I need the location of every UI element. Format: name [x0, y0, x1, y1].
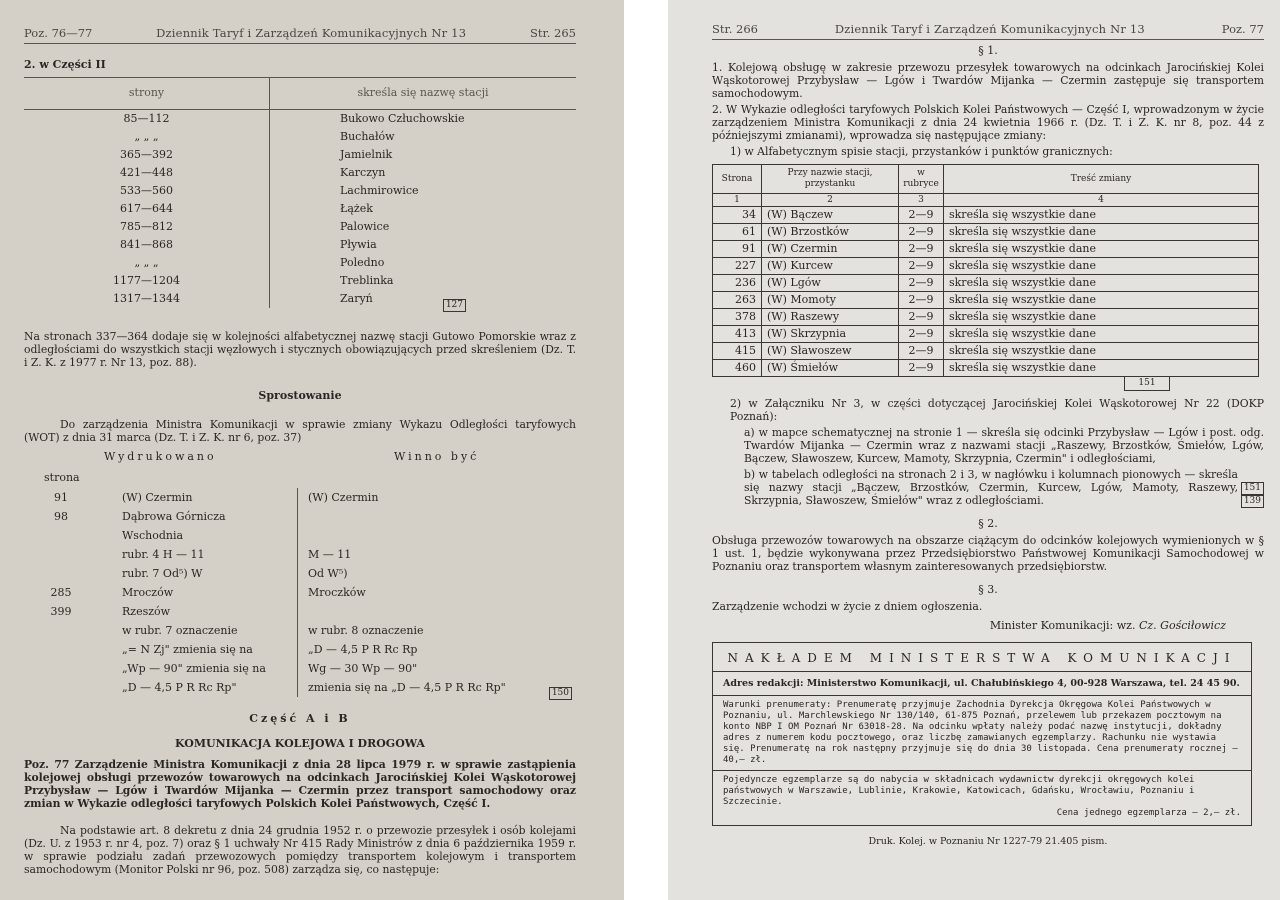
errata-printed: rubr. 7 Od⁵) W: [98, 564, 298, 583]
page-number: 378: [713, 309, 762, 326]
errata-correct: Mroczków: [308, 586, 366, 599]
errata-correct: M — 11: [308, 548, 352, 561]
page-number: 227: [713, 258, 762, 275]
paragraph-number: § 3.: [978, 583, 998, 596]
page-range: 841—868: [24, 236, 270, 254]
page-range: 1177—1204: [24, 272, 270, 290]
station-name: Treblinka: [340, 274, 394, 287]
table-body: [713, 207, 1259, 377]
page-range: 85—112: [24, 110, 270, 129]
errata-page: [24, 640, 98, 659]
page-reference-box: 151: [1138, 378, 1156, 388]
pages-table: [24, 77, 576, 308]
errata-correct: [298, 507, 578, 526]
paragraph-number: § 2.: [978, 517, 998, 530]
page-reference-box: 139: [1241, 495, 1264, 508]
table-row: [24, 164, 576, 182]
column-range: 2—9: [899, 343, 944, 360]
page-range: „ „ „: [24, 254, 270, 272]
table-row: [713, 275, 1259, 292]
errata-correct: [298, 602, 578, 621]
header-page-number: Str. 265: [530, 26, 576, 40]
column-range: 2—9: [899, 224, 944, 241]
publisher-title: NAKŁADEM MINISTERSTWA KOMUNIKACJI: [727, 651, 1237, 665]
change-text: skreśla się wszystkie dane: [944, 258, 1259, 275]
station-name: (W) Śmiełów: [762, 360, 899, 377]
table-row: [24, 218, 576, 236]
change-text: skreśla się wszystkie dane: [944, 241, 1259, 258]
column-range: 2—9: [899, 360, 944, 377]
station-name: Jamielnik: [340, 148, 393, 161]
station-name: (W) Sławoszew: [762, 343, 899, 360]
left-page: [0, 0, 624, 900]
page-range: 365—392: [24, 146, 270, 164]
table-row: [24, 254, 576, 272]
paragraph: 2. W Wykazie odległości taryfowych Polskich Kolei Państwowych — Część I, wprowadzonym w życie zarządzeniem Ministra Komunikacji z dnia 24 kwietnia 1966 r. (Dz. T. i Z. K. nr 8, poz. 44 z późniejszymi zmianami), wprowadza się następujące zmiany:: [712, 103, 1264, 142]
paragraph: Zarządzenie wchodzi w życie z dniem ogłoszenia.: [712, 600, 983, 613]
errata-printed: „Wp — 90" zmienia się na: [98, 659, 298, 678]
table-row: [24, 182, 576, 200]
table-row: [713, 241, 1259, 258]
paragraph: Do zarządzenia Ministra Komunikacji w sprawie zmiany Wykazu Odległości taryfowych (WOT) z dnia 31 marca (Dz. T. i Z. K. nr 6, poz. 37): [24, 418, 576, 444]
errata-correct: w rubr. 8 oznaczenie: [308, 624, 424, 637]
station-name: Palowice: [340, 220, 390, 233]
regulation-title: Poz. 77 Zarządzenie Ministra Komunikacji z dnia 28 lipca 1979 r. w sprawie zastąpienia kolejowej obsługi przewozów towarowych na odcinkach Jarocińskiej Kolei Wąskotorowej Przybysław — Lgów i Twardów Mijanka — Czermin przez transport samochodowy oraz zmian w Wykazie odległości taryfowych Polskich Kolei Państwowych, Część I.: [24, 758, 576, 810]
errata-printed: w rubr. 7 oznaczenie: [98, 621, 298, 640]
station-name: Lachmirowice: [340, 184, 419, 197]
table-row: [713, 343, 1259, 360]
page-number: 415: [713, 343, 762, 360]
station-name: Poledno: [340, 256, 385, 269]
station-name: Zaryń: [340, 292, 373, 305]
column-range: 2—9: [899, 292, 944, 309]
errata-printed: rubr. 4 H — 11: [98, 545, 298, 564]
table-row: [24, 146, 576, 164]
errata-printed: „D — 4,5 P R Rc Rp": [98, 678, 298, 697]
page-range: 1317—1344: [24, 290, 270, 308]
page-header: [712, 22, 1264, 36]
change-text: skreśla się wszystkie dane: [944, 207, 1259, 224]
errata-page: [24, 526, 98, 545]
change-text: skreśla się wszystkie dane: [944, 309, 1259, 326]
paragraph: a) w mapce schematycznej na stronie 1 — skreśla się odcinki Przybysław — Lgów i post. odg. Twardów Mijanka — Czermin wraz z nazwami stacji „Raszewy, Brzostków, Śmiełów, Lgów, Bączew, Sławoszew, Kurcew, Mamoty, Skrzypnia, Czermin" i odległościami,: [744, 426, 1264, 465]
errata-correct: „D — 4,5 P R Rc Rp: [308, 643, 418, 656]
section-title: 2. w Części II: [24, 58, 106, 71]
table-row: [713, 326, 1259, 343]
paragraph-number: § 1.: [978, 44, 998, 57]
page-number: 91: [713, 241, 762, 258]
column-range: 2—9: [899, 258, 944, 275]
header-rule: [712, 39, 1264, 40]
column-header: Strona: [713, 165, 762, 194]
station-name: (W) Czermin: [762, 241, 899, 258]
header-rule: [24, 43, 576, 44]
page-range: 617—644: [24, 200, 270, 218]
errata-printed: Rzeszów: [98, 602, 298, 621]
page-header: [24, 26, 576, 40]
column-number: 3: [899, 194, 944, 207]
errata-printed: Wschodnia: [98, 526, 298, 545]
subscription-terms: Warunki prenumeraty: Prenumeratę przyjmuje Zachodnia Dyrekcja Okręgowa Kolei Państwowych w Poznaniu, ul. Marchlewskiego Nr 130/140, 61-875 Poznań, przelewem lub przekazem pocztowym na konto NBP I OM Poznań Nr 63018-28. Na odcinku wpłaty należy podać nazwę instytucji, dokładny adres z numerem kodu pocztowego, oraz liczbę zamawianych egzemplarzy. Rachunku nie wystawia się. Prenumeratę na rok następny przyjmuje się do dnia 30 listopada. Cena prenumeraty rocznej — 40,— zł.: [723, 700, 1238, 765]
change-text: skreśla się wszystkie dane: [944, 292, 1259, 309]
header-position: Poz. 76—77: [24, 26, 93, 40]
station-name: (W) Brzostków: [762, 224, 899, 241]
errata-page: [24, 545, 98, 564]
column-number: 4: [944, 194, 1259, 207]
errata-page: [24, 678, 98, 697]
errata-page: 91: [54, 491, 68, 504]
strona-label: strona: [44, 471, 80, 484]
errata-page: [24, 659, 98, 678]
page-reference-box: 127: [443, 299, 466, 312]
station-name: (W) Momoty: [762, 292, 899, 309]
column-header: Przy nazwie stacji, przystanku: [762, 165, 899, 194]
page-number: 34: [713, 207, 762, 224]
column-number: 1: [713, 194, 762, 207]
signature: [712, 619, 1264, 632]
errata-page: 98: [54, 510, 68, 523]
station-name: (W) Bączew: [762, 207, 899, 224]
header-title: Dziennik Taryf i Zarządzeń Komunikacyjnych Nr 13: [834, 22, 1145, 36]
errata-correct: zmienia się na „D — 4,5 P R Rc Rp": [308, 681, 506, 694]
column-header: w rubryce: [899, 165, 944, 194]
page-number: 460: [713, 360, 762, 377]
column-header: Treść zmiany: [944, 165, 1259, 194]
table-row: [24, 110, 576, 129]
paragraph: 2) w Załączniku Nr 3, w części dotyczącej Jarocińskiej Kolei Wąskotorowej Nr 22 (DOKP Poznań):: [730, 397, 1264, 423]
change-text: skreśla się wszystkie dane: [944, 343, 1259, 360]
table-row: [24, 272, 576, 290]
change-text: skreśla się wszystkie dane: [944, 275, 1259, 292]
errata-correct: Od W⁵): [308, 567, 348, 580]
errata-printed: Dąbrowa Górnicza: [98, 507, 298, 526]
station-name: (W) Raszewy: [762, 309, 899, 326]
change-text: skreśla się wszystkie dane: [944, 224, 1259, 241]
table-row: [713, 360, 1259, 377]
header-page-number: Str. 266: [712, 22, 758, 36]
page-number: 61: [713, 224, 762, 241]
column-label-correct: Winno być: [394, 450, 480, 463]
change-text: skreśla się wszystkie dane: [944, 326, 1259, 343]
paragraph: 1. Kolejową obsługę w zakresie przewozu przesyłek towarowych na odcinkach Jarocińskiej Kolei Wąskotorowej Przybysław — Lgów i Twardów Mijanka — Czermin zastępuje się transportem samochodowym.: [712, 61, 1264, 100]
column-range: 2—9: [899, 326, 944, 343]
errata-heading: Sprostowanie: [258, 389, 342, 402]
signature-name: Cz. Gościłowicz: [1138, 619, 1226, 632]
table-row: [713, 258, 1259, 275]
station-name: Bukowo Człuchowskie: [340, 112, 465, 125]
signature-lead: Minister Komunikacji: wz.: [989, 619, 1136, 632]
station-name: (W) Kurcew: [762, 258, 899, 275]
errata-page: [24, 621, 98, 640]
column-label-printed: Wydrukowano: [104, 450, 217, 463]
part-heading: Część A i B: [249, 712, 351, 725]
table-row: [24, 128, 576, 146]
section-heading: KOMUNIKACJA KOLEJOWA I DROGOWA: [175, 737, 425, 750]
table-row: [24, 236, 576, 254]
errata-correct: Wg — 30 Wp — 90": [308, 662, 418, 675]
table-row: [713, 224, 1259, 241]
table-body: [24, 110, 576, 309]
editor-address: Adres redakcji: Ministerstwo Komunikacji, ul. Chałubińskiego 4, 00-928 Warszawa, tel. 24 45 90.: [713, 671, 1251, 696]
price: Cena jednego egzemplarza — 2,— zł.: [1056, 808, 1241, 818]
station-name: (W) Lgów: [762, 275, 899, 292]
station-name: (W) Skrzypnia: [762, 326, 899, 343]
page-reference-box: 151: [1241, 482, 1264, 495]
paragraph: Obsługa przewozów towarowych na obszarze ciążącym do odcinków kolejowych wymienionych w § 1 ust. 1, będzie wykonywana przez Przedsiębiorstwo Państwowej Komunikacji Samochodowej w Poznaniu oraz transportem własnym zainteresowanych przedsiębiorstw.: [712, 534, 1264, 573]
page-range: 785—812: [24, 218, 270, 236]
changes-table: [712, 164, 1259, 377]
station-name: Łążek: [340, 202, 373, 215]
sales-info: Pojedyncze egzemplarze są do nabycia w składnicach wydawnictw dyrekcji okręgowych kolei państwowych w Warszawie, Lublinie, Krakowie, Katowicach, Gdańsku, Wrocławiu, Poznaniu i Szczecinie.: [723, 775, 1195, 807]
paragraph: b) w tabelach odległości na stronach 2 i 3, w nagłówku i kolumnach pionowych — skreśla się nazwy stacji „Bączew, Brzostków, Czermin, Kurcew, Lgów, Mamoty, Raszewy, Skrzypnia, Sławoszew, Śmiełów" wraz z odległościami.: [744, 468, 1238, 507]
column-header: strony: [24, 78, 270, 110]
table-row: [713, 309, 1259, 326]
table-row: [713, 207, 1259, 224]
header-position: Poz. 77: [1221, 22, 1264, 36]
column-range: 2—9: [899, 309, 944, 326]
paragraph: 1) w Alfabetycznym spisie stacji, przystanków i punktów granicznych:: [730, 145, 1113, 158]
paragraph: Na podstawie art. 8 dekretu z dnia 24 grudnia 1952 r. o przewozie przesyłek i osób kolejami (Dz. U. z 1953 r. nr 4, poz. 7) oraz § 1 uchwały Nr 415 Rady Ministrów z dnia 6 października 1959 r. w sprawie podziału zadań przewozowych pomiędzy transportem kolejowym i transportem samochodowym (Monitor Polski nr 96, poz. 508) zarządza się, co następuje:: [24, 824, 576, 876]
header-title: Dziennik Taryf i Zarządzeń Komunikacyjnych Nr 13: [156, 26, 467, 40]
errata-table: [24, 488, 576, 697]
errata-correct: [298, 526, 578, 545]
paragraph: Na stronach 337—364 dodaje się w kolejności alfabetycznej nazwę stacji Gutowo Pomorskie wraz z odległościami do wszystkich stacji węzłowych i stycznych obowiązujących przed skreśleniem (Dz. T. i Z. K. z 1977 r. Nr 13, poz. 88).: [24, 330, 576, 369]
errata-page: 285: [50, 586, 72, 599]
table-row: [713, 292, 1259, 309]
page-reference-box: 150: [549, 687, 572, 700]
table-row: [24, 200, 576, 218]
page-range: 533—560: [24, 182, 270, 200]
page-number: 413: [713, 326, 762, 343]
station-name: Karczyn: [340, 166, 386, 179]
column-range: 2—9: [899, 207, 944, 224]
page-range: 421—448: [24, 164, 270, 182]
right-page: [668, 0, 1280, 900]
errata-correct: (W) Czermin: [308, 491, 379, 504]
page-range: „ „ „: [24, 128, 270, 146]
errata-page: 399: [50, 605, 72, 618]
page-number: 263: [713, 292, 762, 309]
station-name: Buchałów: [340, 130, 395, 143]
printer-imprint: Druk. Kolej. w Poznaniu Nr 1227-79 21.405 pism.: [868, 836, 1108, 847]
column-range: 2—9: [899, 241, 944, 258]
column-number: 2: [762, 194, 899, 207]
errata-printed: „= N Zj" zmienia się na: [98, 640, 298, 659]
page-number: 236: [713, 275, 762, 292]
column-range: 2—9: [899, 275, 944, 292]
change-text: skreśla się wszystkie dane: [944, 360, 1259, 377]
errata-printed: Mroczów: [98, 583, 298, 602]
column-header: skreśla się nazwę stacji: [270, 78, 577, 110]
station-name: Pływia: [340, 238, 377, 251]
publisher-box: [712, 642, 1252, 826]
errata-printed: (W) Czermin: [98, 488, 298, 507]
errata-page: [24, 564, 98, 583]
